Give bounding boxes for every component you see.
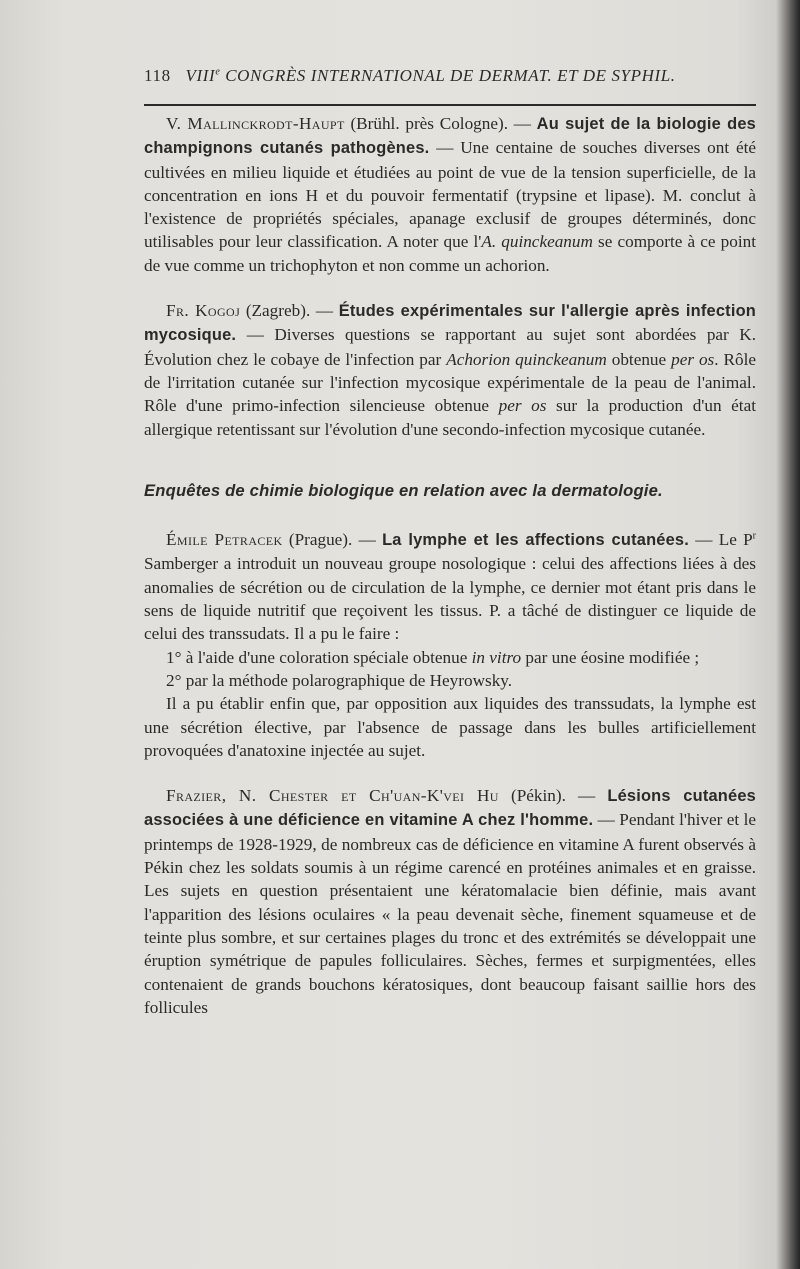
running-header xyxy=(144,66,756,86)
abstract-frazier xyxy=(144,784,756,1019)
page-body xyxy=(144,112,756,1019)
abstract-text-end: se comporte à ce point de vue comme un trichophyton et non comme un achorion. xyxy=(144,232,756,275)
abstract-mallinckrodt xyxy=(144,112,756,277)
abstract-subject: La lymphe et les affections cutanées. xyxy=(382,531,689,550)
abstract-conclusion: Il a pu établir enfin que, par opposition aux liquides des transsudats, la lymphe est une sécrétion élective, par l'absence de passage dans les bulles artificiellement provoquées d'anatoxine injectée au sujet. xyxy=(144,694,756,760)
author-name: V. Mallinckrodt-Haupt xyxy=(166,114,345,133)
abstract-subject: Au sujet de la biologie des champignons cutanés pathogènes. xyxy=(144,115,756,158)
page-number: 118 xyxy=(144,66,171,85)
author-place: (Pékin). — xyxy=(498,786,608,806)
abstract-text: — Pendant l'hiver et le printemps de 1928-1929, de nombreux cas de déficience en vitamine A furent observés à Pékin chez les soldats soumis à un régime carencé en protéines animales et en graisse. Les sujets en question présentaient une kératomalacie bien définie, mais avant l'apparition des lésions oculaires « la peau devenait sèche, finement squameuse et de teinte plus sombre, et sur certaines plages du tronc et des extrémités se développait une éruption symétrique de papules folliculaires. Sèches, fermes et surpigmentées, elles contenaient de grands bouchons kératosiques, dont beaucoup faisant saillie hors des follicules xyxy=(144,810,756,1017)
list-item: 1° à l'aide d'une coloration spéciale obtenue in vitro par une éosine modifiée ; xyxy=(166,647,700,667)
abstract-text: — Une centaine de souches diverses ont été cultivées en milieu liquide et étudiées au point de vue de la tension superficielle, de la concentration en ions H et du pouvoir fermentatif (trypsine et lipase). M. conclut à l'existence de propriétés spéciales, apanage exclusif de groupes déterminés, donc utilisables pour leur classification. A noter que l' xyxy=(144,138,756,252)
list-item: 2° par la méthode polarographique de Heyrowsky. xyxy=(166,670,513,690)
abstract-text: — Diverses questions se rapportant au sujet sont abordées par K. Évolution chez le cobaye de l'infection par xyxy=(144,325,756,369)
author-name: Frazier, N. Chester et Ch'uan-K'vei Hu xyxy=(166,786,499,806)
species-name: Achorion quinckeanum xyxy=(446,349,607,369)
author-place: (Brühl. près Cologne). — xyxy=(344,114,537,133)
abstract-subject: Lésions cutanées associées à une déficience en vitamine A chez l'homme. xyxy=(144,787,756,830)
section-heading: Enquêtes de chimie biologique en relation avec la dermatologie. xyxy=(144,480,663,500)
latin-term: per os xyxy=(498,396,547,416)
abstract-kogoj: Fr. Kogoj (Zagreb). — Études expérimentales sur l'allergie après infection mycosique. — Diverses questions se rapportant au sujet sont abordées par K. Évolution chez le cobaye de l'infection par Achorion quinckeanum obtenue per os. Rôle de l'irritation cutanée sur l'infection mycosique expérimentale de la peau de l'animal. Rôle d'une primo-infection silencieuse obtenue per os sur la production d'un état allergique retentissant sur l'évolution d'une secondo-infection mycosique cutanée. xyxy=(144,301,756,439)
abstract-subject: Études expérimentales sur l'allergie après infection mycosique. xyxy=(144,302,756,345)
author-place: (Zagreb). — xyxy=(240,301,339,321)
author-name: Émile Petracek xyxy=(166,530,283,550)
author-place: (Prague). — xyxy=(282,530,383,550)
latin-term: per os xyxy=(671,349,715,369)
author-name: Fr. Kogoj xyxy=(166,301,241,321)
running-title: VIIIe CONGRÈS INTERNATIONAL DE DERMAT. ET DE SYPHIL. xyxy=(185,66,676,85)
abstract-petracek: Émile Petracek (Prague). — La lymphe et les affections cutanées. — Le $P^r$ Samberger a introduit un nouveau groupe nosologique : celui des affections liées à des anomalies de sécrétion ou de circulation de la lymphe, ce dernier mot étant pris dans le sens de liquide nutritif que reçoivent les tissus. P. a tâché de distinguer ce liquide de celui des transsudats. Il a pu le faire : 1° à l'aide d'une coloration spéciale obtenue in vitro par une éosine modifiée ; 2° par la méthode polarographique de Heyrowsky. Il a pu établir enfin que, par opposition aux liquides des transsudats, la lymphe est une sécrétion élective, par l'absence de passage dans les bulles artificiellement provoquées d'anatoxine injectée au sujet. xyxy=(144,528,756,762)
header-rule xyxy=(144,104,756,106)
species-name: A. quinckeanum xyxy=(481,232,593,252)
